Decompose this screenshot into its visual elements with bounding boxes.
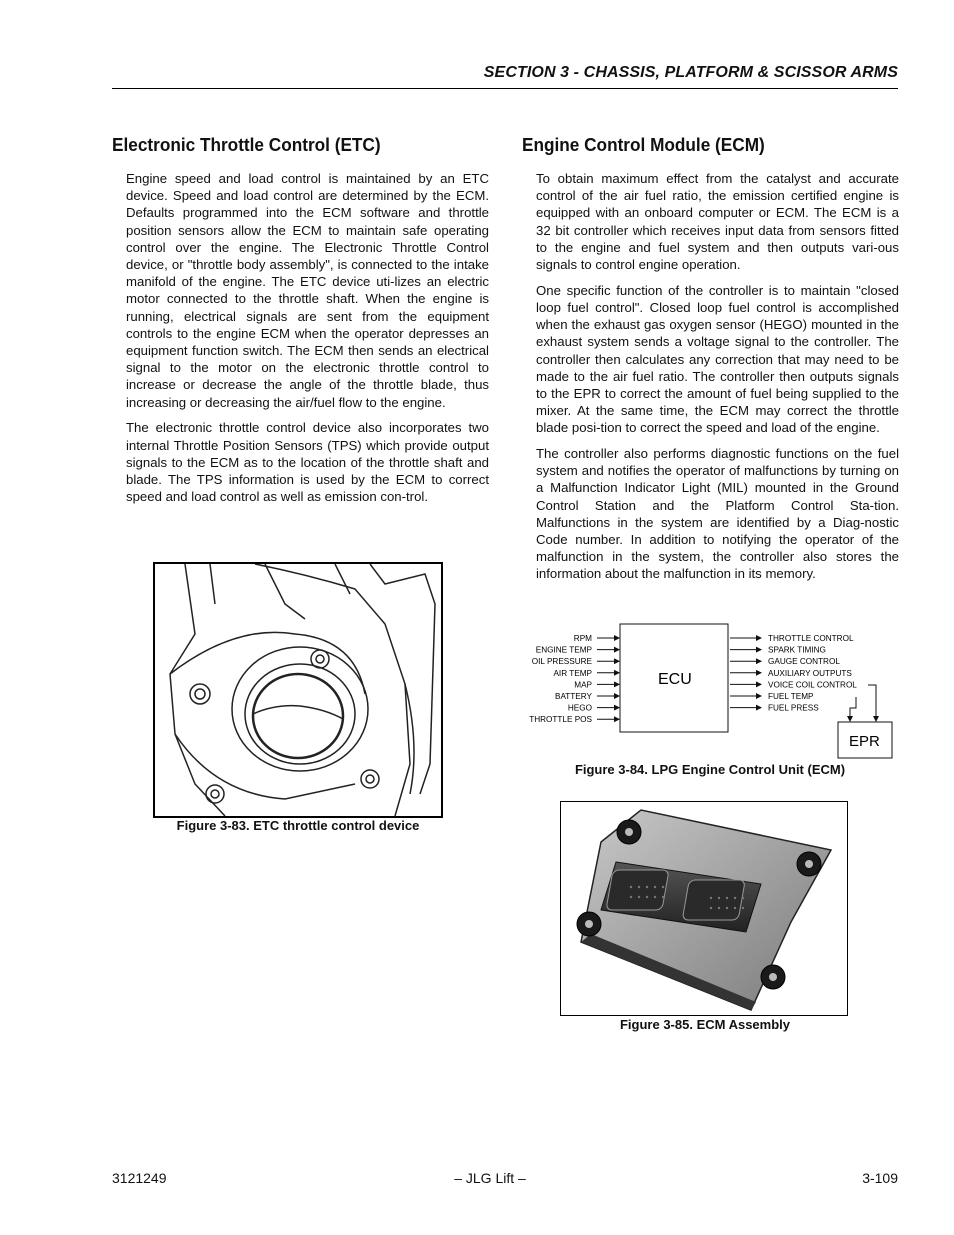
- ecu-input-label: RPM: [573, 634, 592, 643]
- etc-paragraph-1: Engine speed and load control is maintained by an ETC device. Speed and load control are determined by the ECM. Defaults programmed into the ECM software and throttle position sensors allow the ECM to maintain safe operating control over the engine. The Electronic Throttle Control device, or "throttle body assembly", is connected to the intake manifold of the engine. The ETC device uti-lizes an electric motor connected to the throttle shaft. When the engine is running, electrical signals are sent from the equipment controls to the engine ECM when the operator depresses an equipment function switch. The ECM then sends an electrical signal to the motor on the electronic throttle control to increase or decrease the angle of the throttle blade, thus increasing or decreasing the air/fuel flow to the engine.: [126, 171, 489, 410]
- ecu-output-label: VOICE COIL CONTROL: [768, 680, 857, 690]
- footer-doc-number: 3121249: [112, 1170, 167, 1186]
- ecm-paragraph-1: To obtain maximum effect from the catalyst and accurate control of the air fuel ratio, the emission certified engine is equipped with an onboard computer or ECM. The ECM is a 32 bit controller which receives input data from sensors fitted to the engine and fuel system and then outputs vari-ous signals to control engine operation.: [536, 171, 899, 273]
- footer-page-number: 3-109: [862, 1170, 898, 1186]
- etc-paragraph-2: The electronic throttle control device also incorporates two internal Throttle Position Sensors (TPS) which provide output signals to the ECM as to the location of the throttle shaft and blade. The TPS information is used by the ECM to correct speed and load control as well as emission con-trol.: [126, 420, 489, 505]
- throttle-body-drawing: [155, 564, 441, 816]
- figure-85-caption: Figure 3-85. ECM Assembly: [619, 1017, 790, 1032]
- right-column: [522, 134, 899, 591]
- ecm-assembly-drawing: [561, 802, 847, 1015]
- left-column: [112, 134, 489, 514]
- ecu-input-label: HEGO: [567, 703, 592, 713]
- ecu-output-label: FUEL TEMP: [768, 692, 814, 701]
- ecu-output-label: AUXILIARY OUTPUTS: [768, 668, 852, 678]
- ecu-input-label: AIR TEMP: [553, 668, 592, 678]
- footer-publisher: – JLG Lift –: [454, 1170, 526, 1186]
- ecu-input-label: ENGINE TEMP: [535, 645, 592, 655]
- epr-label: EPR: [849, 733, 880, 750]
- ecu-output-label: THROTTLE CONTROL: [768, 634, 854, 643]
- figure-83-caption: Figure 3-83. ETC throttle control device: [176, 818, 420, 833]
- ecu-input-label: THROTTLE POS: [529, 715, 592, 725]
- ecu-output-label: FUEL PRESS: [768, 703, 819, 713]
- ecm-paragraph-3: The controller also performs diagnostic functions on the fuel system and notifies the operator of malfunctions by turning on a Malfunction Indicator Light (MIL) mounted in the Ground Control Station and the Platform Control Sta-tion. Malfunctions in the system are identified by a Diag-nostic Code number. In addition to notifying the operator of the malfunction in the system, the controller also stores the information about the malfunction in its memory.: [536, 446, 899, 582]
- etc-throttle-figure: [153, 562, 443, 818]
- ecu-label: ECU: [658, 671, 692, 688]
- section-header: SECTION 3 - CHASSIS, PLATFORM & SCISSOR ARMS: [483, 64, 898, 81]
- ecm-paragraph-2: One specific function of the controller is to maintain "closed loop fuel control". Closed loop fuel control is accomplished when the exhaust gas oxygen sensor (HEGO) mounted in the exhaust system sends a voltage signal to the controller. The controller then calculates any correction that may need to be made to the air fuel ratio. The controller then outputs signals to the EPR to correct the amount of fuel being supplied to the mixer. At the same time, the ECM may correct the throttle blade posi-tion to correct the speed and load of the engine.: [536, 282, 899, 436]
- ecm-heading: Engine Control Module (ECM): [522, 134, 765, 155]
- epr-connectors: [850, 685, 876, 721]
- figure-84-caption: Figure 3-84. LPG Engine Control Unit (ECM): [574, 762, 846, 777]
- etc-heading: Electronic Throttle Control (ETC): [112, 134, 381, 155]
- ecu-output-label: GAUGE CONTROL: [768, 657, 840, 667]
- ecu-input-label: OIL PRESSURE: [531, 657, 592, 667]
- ecu-input-label: BATTERY: [554, 692, 592, 701]
- ecu-input-label: MAP: [574, 680, 592, 690]
- header-rule: [112, 88, 898, 89]
- ecu-output-label: SPARK TIMING: [768, 645, 826, 655]
- ecu-block-diagram: [520, 620, 900, 762]
- ecm-assembly-figure: [560, 801, 848, 1016]
